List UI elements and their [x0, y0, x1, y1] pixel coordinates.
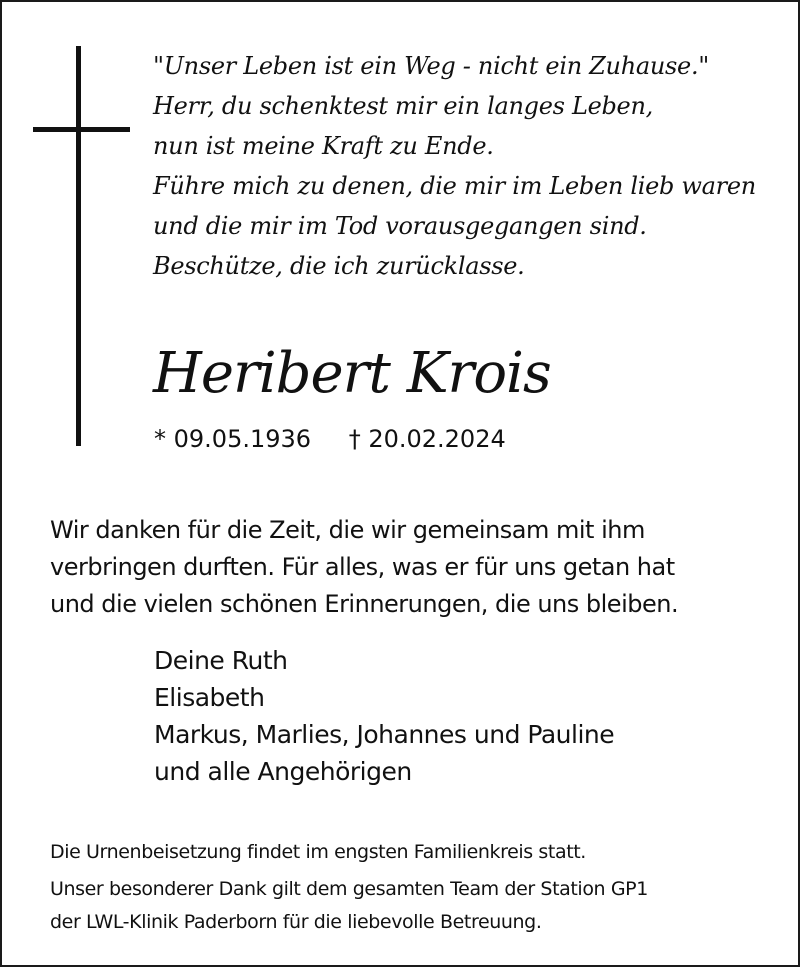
- thanks-line: Wir danken für die Zeit, die wir gemeinsam mit ihm: [50, 516, 645, 544]
- verse-line: Herr, du schenktest mir ein langes Leben,: [153, 92, 653, 120]
- mourner-line: Elisabeth: [154, 683, 265, 712]
- burial-note: Die Urnenbeisetzung findet im engsten Familienkreis statt.: [50, 841, 586, 863]
- verse-line: "Unser Leben ist ein Weg - nicht ein Zuhause.": [153, 52, 710, 80]
- gratitude-note-line: der LWL-Klinik Paderborn für die liebevolle Betreuung.: [50, 911, 542, 933]
- thanks-paragraph: [50, 512, 790, 623]
- birth-date: * 09.05.1936: [154, 425, 312, 453]
- verse-line: Führe mich zu denen, die mir im Leben lieb waren: [153, 172, 756, 200]
- verse-line: und die mir im Tod vorausgegangen sind.: [153, 212, 647, 240]
- deceased-name: Heribert Krois: [153, 341, 551, 406]
- cross-vertical-bar: [76, 46, 81, 446]
- death-date: † 20.02.2024: [348, 425, 506, 453]
- memorial-verse: [153, 46, 793, 286]
- closing-notes: [50, 836, 790, 939]
- mourners-list: [154, 642, 784, 790]
- life-dates: [154, 422, 506, 456]
- gratitude-note-line: Unser besonderer Dank gilt dem gesamten Team der Station GP1: [50, 878, 648, 900]
- thanks-line: und die vielen schönen Erinnerungen, die uns bleiben.: [50, 590, 679, 618]
- mourner-line: Deine Ruth: [154, 646, 288, 675]
- mourner-line: und alle Angehörigen: [154, 757, 412, 786]
- verse-line: nun ist meine Kraft zu Ende.: [153, 132, 494, 160]
- verse-line: Beschütze, die ich zurücklasse.: [153, 252, 525, 280]
- cross-horizontal-bar: [33, 127, 130, 132]
- thanks-line: verbringen durften. Für alles, was er für uns getan hat: [50, 553, 675, 581]
- mourner-line: Markus, Marlies, Johannes und Pauline: [154, 720, 615, 749]
